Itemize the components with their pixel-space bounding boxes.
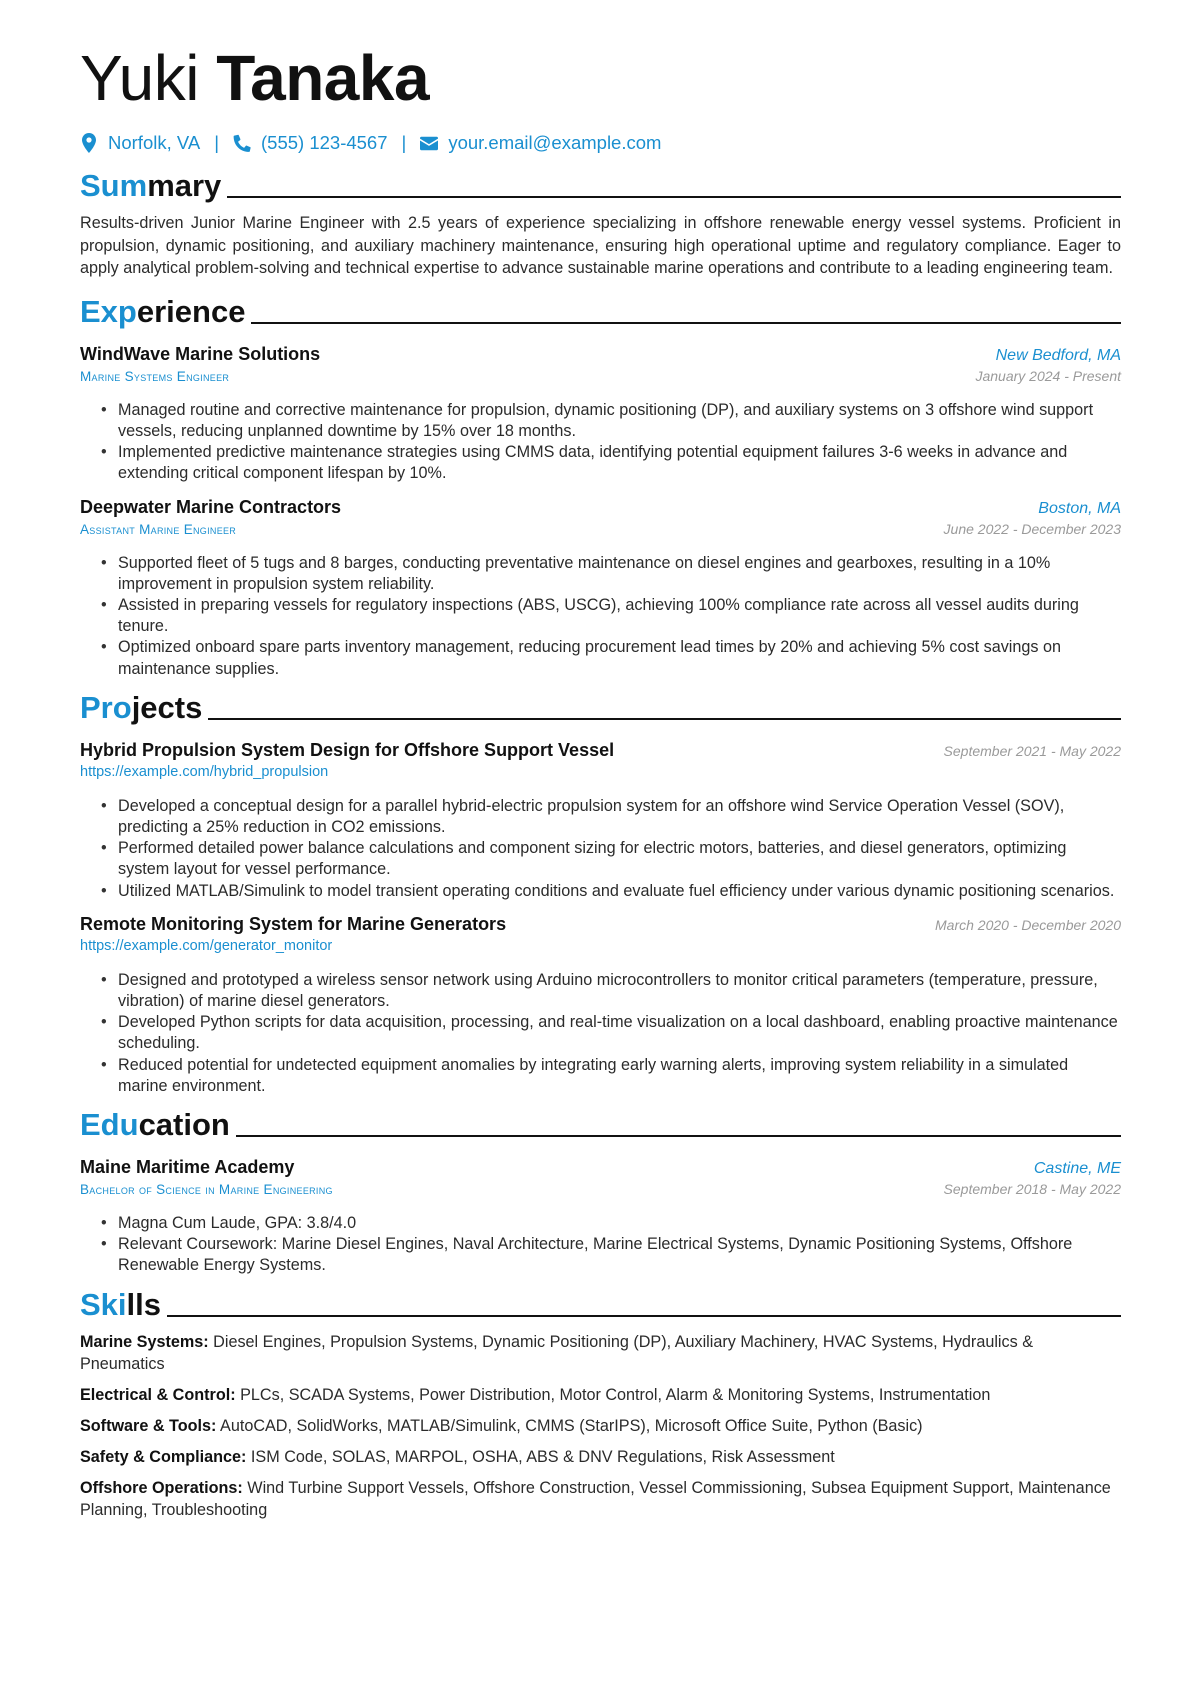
skill-row: [80, 1415, 1121, 1437]
section-title: Summary: [80, 168, 222, 203]
bullet-list: [80, 400, 1121, 485]
contact-bar: [80, 128, 1121, 158]
bullet-list: [80, 1213, 1121, 1277]
skill-value: ISM Code, SOLAS, MARPOL, OSHA, ABS & DNV Regulations, Risk Assessment: [250, 1447, 835, 1466]
first-name: Yuki: [80, 42, 199, 114]
skill-value: PLCs, SCADA Systems, Power Distribution, Motor Control, Alarm & Monitoring Systems, Instrumentation: [240, 1385, 991, 1404]
skill-label: Offshore Operations:: [80, 1478, 243, 1497]
entry-dates: September 2021 - May 2022: [943, 742, 1121, 759]
entry-dates: March 2020 - December 2020: [935, 916, 1121, 933]
contact-location: [80, 132, 200, 154]
bullet-item: • Optimized onboard spare parts inventory management, reducing procurement lead times by 20% and achieving 5% cost savings on maintenance supplies.: [118, 637, 1121, 679]
skill-value: AutoCAD, SolidWorks, MATLAB/Simulink, CMMS (StarIPS), Microsoft Office Suite, Python (Basic): [220, 1416, 923, 1435]
section-header-projects: [80, 684, 1121, 728]
contact-phone[interactable]: [233, 132, 388, 154]
experience-entry: [80, 497, 1121, 680]
project-link[interactable]: https://example.com/generator_monitor: [80, 937, 333, 954]
last-name: Tanaka: [216, 42, 430, 114]
email-text: your.email@example.com: [448, 132, 662, 153]
skill-row: [80, 1477, 1121, 1521]
project-title: Hybrid Propulsion System Design for Offshore Support Vessel: [80, 739, 615, 760]
contact-email[interactable]: [420, 132, 661, 154]
bullet-item: • Designed and prototyped a wireless sensor network using Arduino microcontrollers to monitor critical parameters (temperature, pressure, vibration) of marine diesel generators.: [118, 970, 1121, 1012]
skill-value: Diesel Engines, Propulsion Systems, Dynamic Positioning (DP), Auxiliary Machinery, HVAC Systems, Hydraulics & Pneumatics: [80, 1332, 1034, 1373]
location-text: Norfolk, VA: [108, 132, 201, 153]
bullet-list: [80, 796, 1121, 902]
company-name: Deepwater Marine Contractors: [80, 496, 342, 517]
bullet-list: [80, 970, 1121, 1097]
entry-location: Castine, ME: [1033, 1160, 1121, 1178]
bullet-item: • Magna Cum Laude, GPA: 3.8/4.0: [118, 1213, 1121, 1234]
map-pin-icon: [80, 133, 98, 153]
project-entry: [80, 914, 1121, 1097]
section-title: Education: [80, 1107, 230, 1143]
skill-label: Safety & Compliance:: [80, 1447, 247, 1466]
school-name: Maine Maritime Academy: [80, 1157, 295, 1178]
bullet-item: • Utilized MATLAB/Simulink to model transient operating conditions and evaluate fuel efficiency under various dynamic positioning scenarios.: [118, 881, 1121, 902]
contact-separator: |: [214, 132, 219, 153]
skill-row: [80, 1446, 1121, 1468]
envelope-icon: [420, 133, 438, 153]
bullet-item: • Reduced potential for undetected equipment anomalies by integrating early warning alerts, improving system reliability in a simulated marine environment.: [118, 1055, 1121, 1097]
company-name: WindWave Marine Solutions: [80, 343, 321, 364]
skill-row: [80, 1384, 1121, 1406]
entry-dates: June 2022 - December 2023: [943, 520, 1121, 537]
section-header-skills: [80, 1281, 1121, 1325]
section-rule: [167, 1315, 1121, 1317]
project-title: Remote Monitoring System for Marine Generators: [80, 913, 507, 934]
section-title: Skills: [80, 1286, 161, 1322]
section-rule: [208, 718, 1121, 720]
phone-icon: [233, 133, 251, 153]
skill-label: Software & Tools:: [80, 1416, 217, 1435]
bullet-item: • Supported fleet of 5 tugs and 8 barges, conducting preventative maintenance on diesel engines and gearboxes, resulting in a 10% improvement in propulsion system reliability.: [118, 553, 1121, 595]
education-entry: [80, 1157, 1121, 1277]
section-title: Projects: [80, 689, 203, 725]
entry-dates: September 2018 - May 2022: [943, 1181, 1121, 1198]
section-header-education: [80, 1101, 1121, 1145]
degree: Bachelor of Science in Marine Engineering: [80, 1182, 333, 1198]
section-rule: [236, 1135, 1121, 1137]
skills-list: [80, 1331, 1121, 1521]
resume-page: [80, 38, 1121, 1530]
bullet-item: • Assisted in preparing vessels for regulatory inspections (ABS, USCG), achieving 100% compliance rate across all vessel audits during tenure.: [118, 595, 1121, 637]
phone-text: (555) 123-4567: [261, 132, 388, 153]
job-title: Marine Systems Engineer: [80, 368, 230, 384]
entry-location: Boston, MA: [1038, 499, 1121, 517]
bullet-item: • Developed Python scripts for data acquisition, processing, and real-time visualization on a local dashboard, enabling proactive maintenance scheduling.: [118, 1012, 1121, 1054]
contact-separator: |: [401, 132, 407, 153]
entry-location: New Bedford, MA: [995, 346, 1121, 364]
section-rule: [227, 196, 1121, 198]
skill-label: Marine Systems:: [80, 1332, 209, 1351]
experience-entry: [80, 344, 1121, 485]
section-header-summary: [80, 162, 1121, 206]
bullet-item: • Developed a conceptual design for a parallel hybrid-electric propulsion system for an offshore wind Service Operation Vessel (SOV), predicting a 25% reduction in CO2 emissions.: [118, 796, 1121, 838]
candidate-name: [80, 38, 1121, 118]
section-title: Experience: [80, 293, 246, 329]
skill-label: Electrical & Control:: [80, 1385, 236, 1404]
bullet-item: • Implemented predictive maintenance strategies using CMMS data, identifying potential equipment failures 3-6 weeks in advance and extending critical component lifespan by 10%.: [118, 442, 1121, 484]
project-entry: [80, 740, 1121, 902]
bullet-item: • Performed detailed power balance calculations and component sizing for electric motors, batteries, and diesel generators, optimizing system layout for vessel performance.: [118, 838, 1121, 880]
bullet-item: • Managed routine and corrective maintenance for propulsion, dynamic positioning (DP), and auxiliary systems on 3 offshore wind support vessels, reducing unplanned downtime by 15% over 18 months.: [118, 400, 1121, 442]
skill-value: Wind Turbine Support Vessels, Offshore Construction, Vessel Commissioning, Subsea Equipment Support, Maintenance Planning, Troubleshooting: [80, 1478, 1111, 1519]
section-rule: [251, 322, 1121, 324]
project-link[interactable]: https://example.com/hybrid_propulsion: [80, 763, 329, 780]
section-header-experience: [80, 288, 1121, 332]
entry-dates: January 2024 - Present: [975, 367, 1121, 384]
bullet-list: [80, 553, 1121, 680]
skill-row: [80, 1331, 1121, 1375]
job-title: Assistant Marine Engineer: [80, 521, 237, 537]
summary-text: Results-driven Junior Marine Engineer with 2.5 years of experience specializing in offshore renewable energy vessel systems. Proficient in propulsion, dynamic positioning, and auxiliary machinery maintenance, ensuring high operational uptime and regulatory compliance. Eager to apply analytical problem-solving and technical expertise to advance sustainable marine operations and contribute to a leading engineering team.: [80, 214, 1121, 278]
bullet-item: • Relevant Coursework: Marine Diesel Engines, Naval Architecture, Marine Electrical Systems, Dynamic Positioning Systems, Offshore Renewable Energy Systems.: [118, 1234, 1121, 1276]
